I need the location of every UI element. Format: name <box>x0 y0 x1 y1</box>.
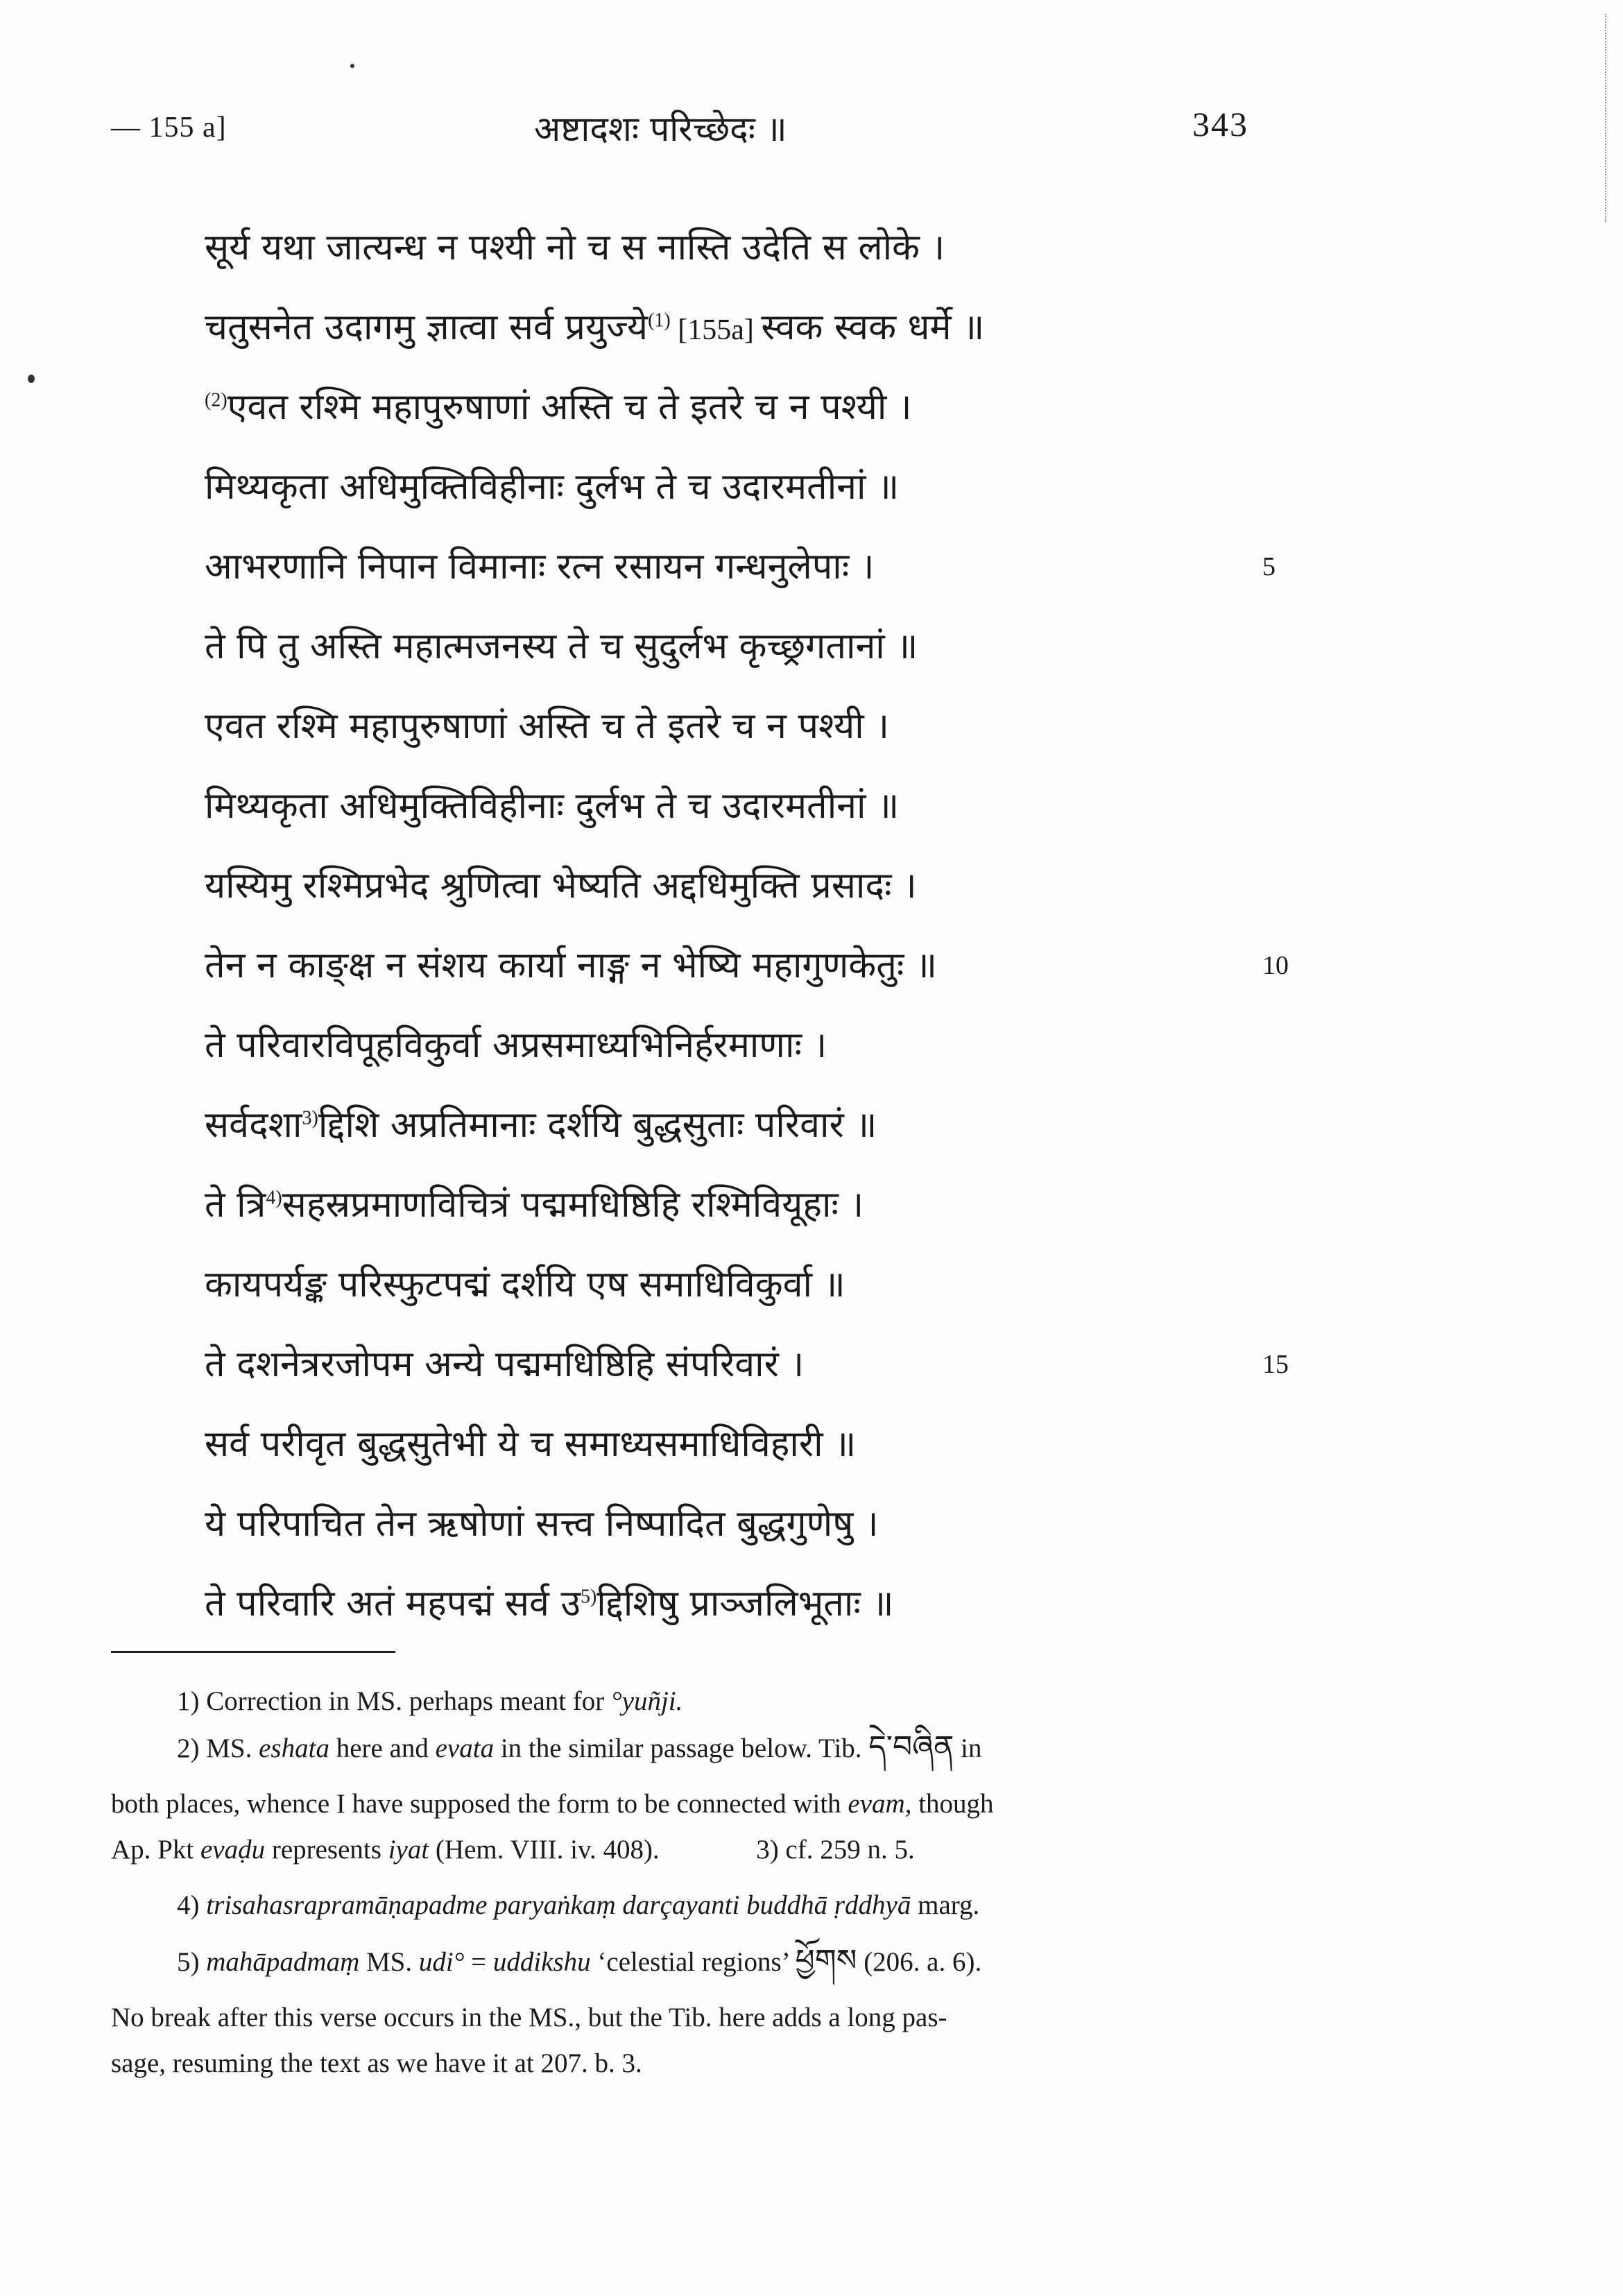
tibetan-word: ཕྱོགས <box>795 1943 857 1978</box>
footnote-italic: trisahasrapramāṇapadme paryaṅkaṃ darçayanti buddhā ṛddhyā <box>206 1890 911 1920</box>
line-number: 15 <box>1262 1350 1289 1379</box>
verse-text: आभरणानि निपान विमानाः रत्न रसायन गन्धनुलेपाः । <box>205 546 875 588</box>
footnote-text: here and <box>329 1733 436 1763</box>
verse-line <box>205 1405 1245 1484</box>
footnote-text: MS. <box>206 1733 259 1763</box>
verse-line <box>205 846 1245 926</box>
verse-text: कायपर्यङ्क परिस्फुटपद्मं दर्शयि एष समाधिविकुर्वा ॥ <box>205 1264 845 1305</box>
footnote-separator-rule <box>111 1651 395 1653</box>
footnote-4 <box>111 1883 1255 1928</box>
footnote-text: Ap. Pkt <box>111 1835 200 1865</box>
footnote-italic: uddikshu <box>492 1947 591 1977</box>
verse-text: यस्यिमु रश्मिप्रभेद श्रुणित्वा भेष्यति अद्दधिमुक्ति प्रसादः । <box>205 865 917 907</box>
footnote-text: (206. a. 6). <box>864 1947 982 1977</box>
footnote-italic: °yuñji. <box>611 1686 683 1716</box>
verse-line <box>205 1006 1245 1086</box>
footnote-text: both places, whence I have supposed the form to be connected with <box>111 1789 848 1819</box>
editorial-note: No break after this verse occurs in the MS., but the Tib. here adds a long pas- <box>111 2003 947 2032</box>
footnote-italic: eshata <box>259 1733 329 1763</box>
verse-line <box>205 368 1245 447</box>
footnote-5 <box>111 1938 1255 1985</box>
verse-text: चतुसनेत उदागमु ज्ञात्वा सर्व प्रयुज्ये <box>205 307 649 348</box>
verse-text: सहस्रप्रमाणविचित्रं पद्ममधिष्ठिहि रश्मिवियूहाः । <box>282 1184 864 1226</box>
line-number: 5 <box>1262 552 1276 581</box>
speck <box>28 375 35 383</box>
verse-block <box>205 208 1289 1644</box>
footnote-text: = <box>464 1947 493 1977</box>
verse-text: ते त्रि <box>205 1184 266 1226</box>
verse-line <box>205 1165 1245 1245</box>
verse-line <box>205 208 1245 288</box>
footnote-text: marg. <box>911 1890 980 1920</box>
footnote-number: 5) <box>177 1947 200 1977</box>
verse-text: सर्व परीवृत बुद्धसुतेभी ये च समाध्यसमाधिविहारी ॥ <box>205 1423 857 1465</box>
footnote-marker: 5) <box>580 1586 597 1608</box>
verse-text: ते दशनेत्ररजोपम अन्ये पद्ममधिष्ठिहि संपरिवारं । <box>205 1344 805 1385</box>
verse-text: तेन न काङ्क्ष न संशय कार्या नाङ्ग न भेष्यि महागुणकेतुः ॥ <box>205 945 938 986</box>
footnotes <box>111 1679 1255 2087</box>
footnote-text: though <box>911 1789 994 1819</box>
verse-text: एवत रश्मि महापुरुषाणां अस्ति च ते इतरे च न पश्यी । <box>227 386 912 428</box>
editorial-note: sage, resuming the text as we have it at 207. b. 3. <box>111 2048 642 2078</box>
verse-line <box>205 926 1289 1006</box>
footnote-text: (Hem. VIII. iv. 408). <box>429 1835 660 1865</box>
verse-line <box>205 1484 1245 1564</box>
verse-line <box>205 1564 1245 1644</box>
verse-line <box>205 447 1245 527</box>
verse-text: ये परिपाचित तेन ऋषोणां सत्त्व निष्पादित बुद्धगुणेषु । <box>205 1503 879 1545</box>
footnote-italic: evaḍu <box>200 1835 266 1865</box>
verse-line <box>205 1245 1245 1325</box>
footnote-text: ‘celestial regions’ <box>590 1947 789 1977</box>
running-header <box>111 104 1248 160</box>
chapter-title: अष्टादशः परिच्छेदः ॥ <box>534 109 787 149</box>
verse-text: ते पि तु अस्ति महात्मजनस्य ते च सुदुर्लभ कृच्छ्रगतानां ॥ <box>205 626 918 667</box>
footnote-number: 4) <box>177 1890 200 1920</box>
footnote-italic: evata <box>435 1733 495 1763</box>
verse-text: ते परिवारविपूहविकुर्वा अप्रसमाध्यभिनिर्हरमाणाः । <box>205 1025 827 1066</box>
margin-scan-mark <box>1605 14 1609 222</box>
verse-text: एवत रश्मि महापुरुषाणां अस्ति च ते इतरे च न पश्यी । <box>205 705 889 747</box>
speck <box>350 64 354 68</box>
footnote-text: represents <box>265 1835 388 1865</box>
tibetan-word: དེ་བཞིན <box>868 1729 954 1765</box>
footnote-number: 2) <box>177 1733 200 1763</box>
section-reference: — 155 a] <box>111 112 227 144</box>
verse-text: स्वक स्वक धर्मे ॥ <box>761 307 985 348</box>
verse-line <box>205 1086 1245 1165</box>
footnote-2 <box>111 1724 1255 1772</box>
footnote-2-continuation <box>111 1827 1255 1873</box>
footnote-italic: mahāpadmaṃ <box>206 1947 360 1977</box>
footnote-text: MS. <box>359 1947 419 1977</box>
verse-text: ते परिवारि अतं महपद्मं सर्व उ <box>205 1583 581 1625</box>
verse-line <box>205 607 1245 687</box>
verse-text: सूर्य यथा जात्यन्ध न पश्यी नो च स नास्ति उदेति स लोके । <box>205 227 945 268</box>
verse-line <box>205 527 1276 607</box>
verse-text: द्दिशि अप्रतिमानाः दर्शयि बुद्धसुताः परिवारं ॥ <box>318 1104 877 1146</box>
verse-text: मिथ्यकृता अधिमुक्तिविहीनाः दुर्लभ ते च उदारमतीनां ॥ <box>205 466 900 508</box>
footnote-text: in the similar passage below. Tib. <box>494 1733 862 1763</box>
footnote-1 <box>111 1679 1255 1724</box>
verse-line <box>205 766 1245 846</box>
verse-line <box>205 1325 1289 1405</box>
footnote-number: 1) <box>177 1686 200 1716</box>
footnote-3: 3) cf. 259 n. 5. <box>756 1835 915 1865</box>
footnote-italic: iyat <box>388 1835 429 1865</box>
footnote-text: Correction in MS. perhaps meant for <box>206 1686 612 1716</box>
footnote-italic: udi° <box>418 1947 465 1977</box>
footnote-marker: (2) <box>205 389 227 411</box>
footnote-text: in <box>961 1733 982 1763</box>
verse-text: सर्वदशा <box>205 1104 302 1146</box>
footnote-italic: evam, <box>848 1789 912 1819</box>
verse-line <box>205 288 1245 368</box>
line-number: 10 <box>1262 951 1289 980</box>
page-number: 343 <box>1192 105 1248 144</box>
verse-text: द्दिशिषु प्राञ्जलिभूताः ॥ <box>596 1583 894 1625</box>
footnote-2-continuation <box>111 1781 1255 1827</box>
verse-line <box>205 687 1245 766</box>
verse-text: मिथ्यकृता अधिमुक्तिविहीनाः दुर्लभ ते च उदारमतीनां ॥ <box>205 785 900 827</box>
footnote-marker: 4) <box>266 1187 282 1209</box>
footnote-marker: 3) <box>302 1107 318 1129</box>
footnote-marker: (1) <box>648 309 671 332</box>
folio-reference: [155a] <box>670 314 762 346</box>
